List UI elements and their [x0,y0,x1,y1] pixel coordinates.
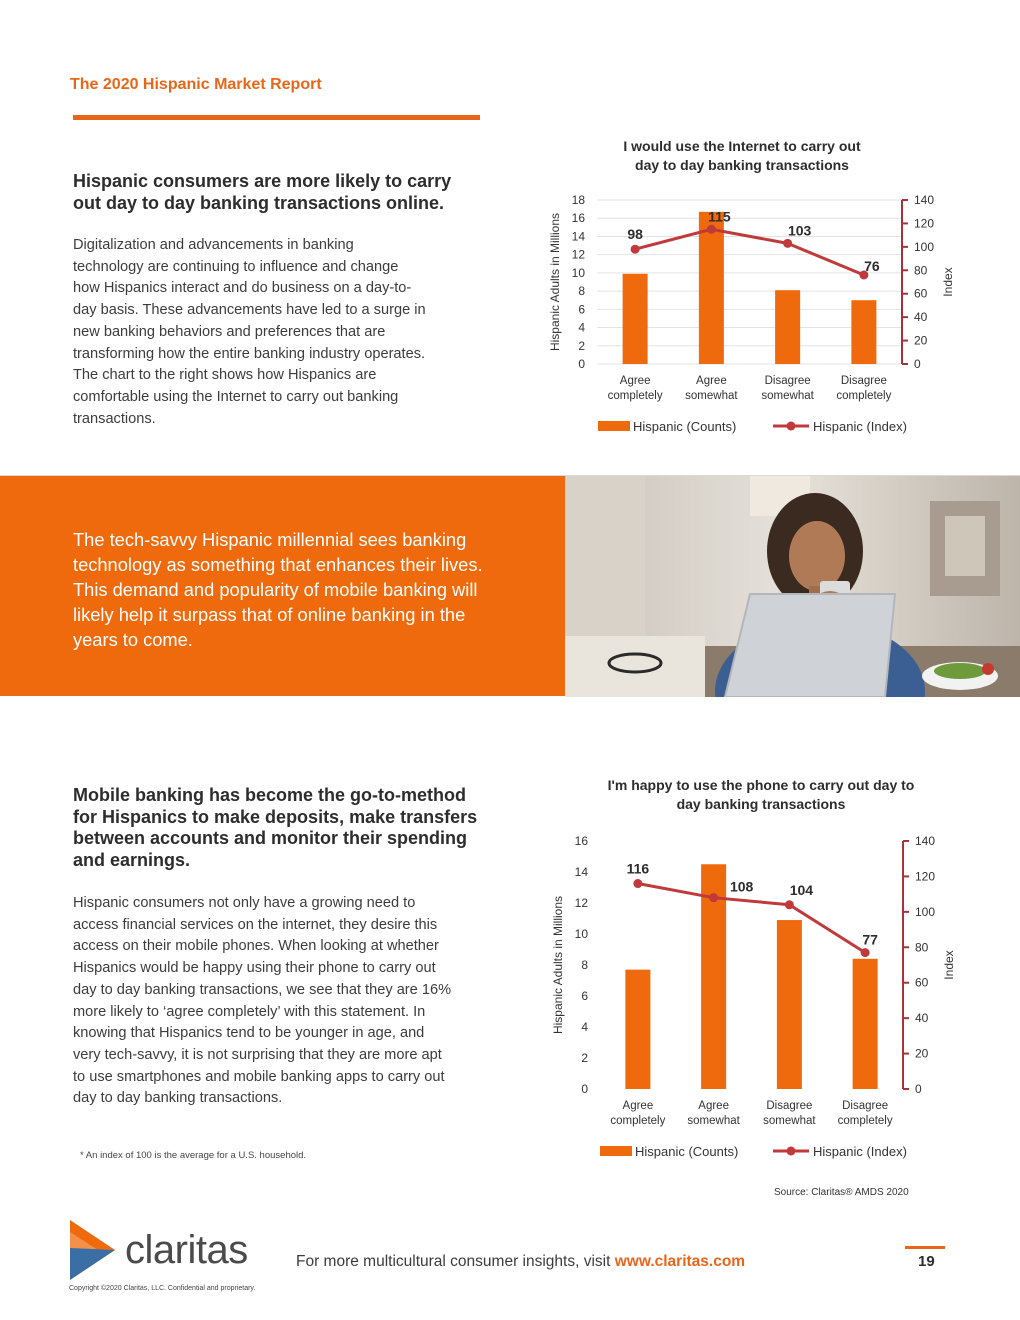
x-tick-label: Agree [698,1100,729,1112]
y-tick-label: 10 [574,927,588,941]
y-tick-label: 18 [571,193,585,207]
y2-tick-label: 20 [914,333,928,348]
x-tick-label: Disagree [842,1100,889,1112]
y-tick-label: 8 [581,958,588,972]
heading-line: and earnings. [73,849,191,870]
claritas-website-link[interactable]: www.claritas.com [614,1253,746,1270]
chart2-svg [545,830,985,1165]
legend-label-index: Hispanic (Index) [813,1144,907,1159]
body-line: to use smartphones and mobile banking apps to carry out [73,1068,445,1085]
x-tick-label: Disagree [764,375,811,387]
y-axis-title: Hispanic Adults in Millions [551,895,565,1035]
highlight-banner [0,475,1020,696]
chart1-svg [540,190,980,445]
woman-laptop-photo [565,476,1020,697]
y-axis-title: Hispanic Adults in Millions [548,212,562,352]
x-tick-label: Disagree [766,1100,813,1112]
y2-tick-label: 120 [914,216,935,231]
body-line: day to day banking transactions, we see that they are 16% [73,981,452,998]
banner-line: This demand and popularity of mobile banking will [73,579,478,600]
x-tick-label: completely [607,390,663,402]
heading-line: out day to day banking transactions online. [73,192,445,213]
x-tick-label: Agree [619,375,651,387]
heading-line: Mobile banking has become the go-to-method [73,785,467,805]
legend-label-counts: Hispanic (Counts) [635,1144,739,1159]
visit-line [296,1253,745,1271]
chart2 [545,830,985,1170]
data-label: 76 [864,257,880,274]
body-line: more likely to ‘agree completely’ with this statement. In [73,1003,426,1020]
y-tick-label: 14 [574,865,588,879]
chart1 [540,190,980,450]
y2-tick-label: 40 [914,310,928,325]
y-tick-label: 6 [578,302,585,317]
index-point [785,900,794,909]
chart-title-line: I would use the Internet to carry out [623,138,861,154]
y2-axis-title: Index [941,267,955,297]
y2-tick-label: 0 [914,357,921,371]
y2-tick-label: 60 [914,286,928,301]
banner-quote [73,527,543,652]
y-tick-label: 6 [581,989,588,1003]
y2-tick-label: 0 [915,1082,922,1096]
chart-title-line: day to day banking transactions [635,157,849,173]
chart-title-line: I'm happy to use the phone to carry out day to [607,777,915,793]
x-tick-label: somewhat [763,1115,816,1127]
visit-text: For more multicultural consumer insights, visit [296,1253,615,1270]
y2-tick-label: 40 [915,1011,929,1026]
bar [853,959,878,1089]
body-line: transactions. [73,410,156,427]
claritas-wordmark: claritas [125,1228,248,1272]
x-tick-label: Agree [622,1100,654,1112]
copyright: Copyright ©2020 Claritas, LLC. Confidential and proprietary. [69,1285,256,1292]
section2-heading [73,785,477,871]
index-point [633,879,642,888]
data-label: 116 [626,860,650,877]
x-tick-label: somewhat [761,390,814,402]
y2-tick-label: 60 [915,975,929,990]
body-line: technology are continuing to influence and change [73,258,399,275]
y-tick-label: 2 [578,338,585,353]
body-line: day basis. These advancements have led to a surge in [73,302,426,319]
y-tick-label: 14 [571,229,585,244]
body-line: comfortable using the Internet to carry out banking [73,388,399,405]
bar [699,212,724,364]
heading-line: Hispanic consumers are more likely to carry [73,171,452,191]
source-note: Source: Claritas® AMDS 2020 [774,1187,909,1198]
data-label: 108 [729,878,754,895]
index-point [783,239,792,248]
body-line: access on their mobile phones. When looking at whether [73,938,439,955]
data-label: 98 [627,226,643,243]
body-line: transforming how the entire banking industry operates. [73,345,426,362]
x-tick-label: completely [837,1115,893,1127]
y2-axis-title: Index [942,950,956,980]
legend-swatch-counts [598,421,630,431]
bar [625,970,650,1089]
legend-marker-index [787,1147,796,1156]
y2-tick-label: 100 [914,239,935,254]
body-line: knowing that Hispanics tend to be younger in age, and [73,1025,425,1042]
x-tick-label: Disagree [840,375,887,387]
chart-title-line: day banking transactions [676,796,846,812]
body-line: how Hispanics interact and do business on a day-to- [73,280,412,297]
x-tick-label: completely [610,1115,666,1127]
body-line: day to day banking transactions. [73,1090,283,1107]
body-line: The chart to the right shows how Hispanics are [73,367,377,384]
x-tick-label: completely [836,390,892,402]
body-line: new banking behaviors and preferences that are [73,323,386,340]
bar [623,274,648,364]
section1-heading [73,171,451,214]
legend-label-counts: Hispanic (Counts) [633,419,737,434]
y2-tick-label: 120 [915,869,936,884]
data-label: 77 [862,931,878,948]
bar [851,300,876,364]
page-number: 19 [918,1253,935,1270]
photo-illustration [565,476,1020,697]
body-line: very tech-savvy, it is not surprising that they are more apt [73,1046,442,1063]
banner-line: likely help it surpass that of online banking in the [73,604,466,625]
heading-line: for Hispanics to make deposits, make transfers [73,806,478,827]
y2-tick-label: 100 [915,904,936,919]
claritas-logo-icon [40,1210,120,1285]
chart2-title [575,776,947,814]
legend-label-index: Hispanic (Index) [813,419,907,434]
heading-line: between accounts and monitor their spending [73,828,468,848]
index-point [707,225,716,234]
section2-body [73,893,451,1110]
y-tick-label: 8 [578,284,585,299]
y-tick-label: 2 [581,1051,588,1065]
page-number-rule [905,1246,945,1249]
x-tick-label: Agree [696,375,727,387]
index-point [861,948,870,957]
banner-line: technology as something that enhances their lives. [73,554,483,575]
index-point [709,893,718,902]
y-tick-label: 0 [581,1082,588,1096]
bar [777,920,802,1089]
y-tick-label: 4 [581,1020,588,1034]
y-tick-label: 12 [571,247,585,262]
y2-tick-label: 140 [915,834,936,848]
section1-body [73,235,426,430]
y2-tick-label: 20 [915,1046,929,1061]
y-tick-label: 16 [571,211,585,226]
body-line: Digitalization and advancements in banking [73,237,354,253]
y-tick-label: 0 [578,357,585,371]
y-tick-label: 10 [571,265,585,280]
data-label: 104 [789,881,814,898]
legend-marker-index [787,422,796,431]
data-label: 115 [708,208,731,225]
y-tick-label: 16 [574,834,588,848]
y-tick-label: 4 [578,320,585,335]
x-tick-label: somewhat [687,1115,740,1127]
y2-tick-label: 140 [914,193,935,207]
data-label: 103 [787,222,812,239]
body-line: access financial services on the internet, they desire this [73,916,438,933]
body-line: Hispanics would be happy using their phone to carry out [73,960,436,977]
banner-line: years to come. [73,629,193,650]
y2-tick-label: 80 [915,940,929,955]
y2-tick-label: 80 [914,263,928,278]
index-point [631,245,640,254]
index-footnote: * An index of 100 is the average for a U.S. household. [80,1150,307,1161]
x-tick-label: somewhat [685,390,738,402]
report-title: The 2020 Hispanic Market Report [70,76,322,93]
body-line: Hispanic consumers not only have a growing need to [73,895,416,911]
chart1-title [592,137,892,175]
y-tick-label: 12 [574,896,588,910]
legend-swatch-counts [600,1146,632,1156]
title-divider [73,115,480,120]
bar [775,290,800,364]
banner-line: The tech-savvy Hispanic millennial sees banking [73,529,467,550]
